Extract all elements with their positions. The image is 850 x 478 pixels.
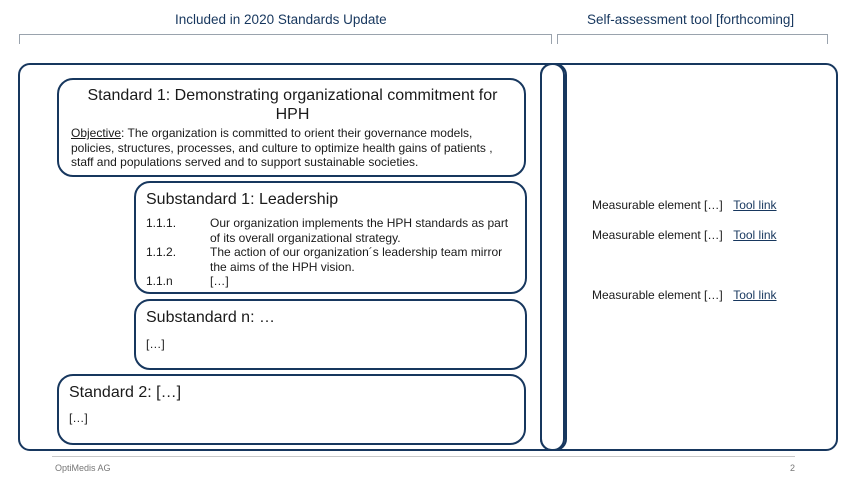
item-text: Our organization implements the HPH standards as part of its overall organizational strategy. [210,216,509,245]
footer-rule [52,456,795,457]
substandard-n-title: Substandard n: … [146,309,275,326]
item-number: 1.1.n [146,274,173,288]
measurable-element-label: Measurable element […] [592,198,723,212]
list-item [146,274,515,289]
substandard-1-items [146,216,515,289]
list-item [146,216,515,245]
list-item [146,245,515,274]
page-number: 2 [790,463,796,473]
measurable-element-row [592,196,777,214]
measurable-element-row [592,226,777,244]
standard-2-box [57,374,526,445]
self-assessment-frame [540,63,838,451]
measurable-element-label: Measurable element […] [592,288,723,302]
tool-link[interactable]: Tool link [733,198,777,212]
standard-1-objective [71,126,514,170]
item-text: The action of our organization´s leadership team mirror the aims of the HPH vision. [210,245,503,274]
objective-label: Objective [71,126,122,140]
measurable-element-row [592,286,777,304]
substandard-1-box [134,181,527,294]
self-assessment-header: Self-assessment tool [forthcoming] [587,12,795,27]
item-number: 1.1.2. [146,245,177,259]
substandard-1-title: Substandard 1: Leadership [146,191,339,208]
left-bracket [19,34,552,44]
included-header: Included in 2020 Standards Update [175,12,387,27]
substandard-n-body: […] [146,337,165,351]
measurable-element-label: Measurable element […] [592,228,723,242]
item-text: […] [210,274,229,288]
tool-link[interactable]: Tool link [733,288,777,302]
footer-company: OptiMedis AG [55,463,111,473]
right-bracket [557,34,828,44]
item-number: 1.1.1. [146,216,177,230]
standard-2-title: Standard 2: […] [69,384,182,401]
tool-link[interactable]: Tool link [733,228,777,242]
standard-1-title: Standard 1: Demonstrating organizational commitment for HPH [87,87,498,123]
standard-1-box [57,78,526,177]
substandard-n-box [134,299,527,370]
standard-2-body: […] [69,411,88,425]
divider-column [540,63,567,451]
objective-text: : The organization is committed to orient their governance models, policies, structures, processes, and culture to optimize health gains of patients , staff and populations served and to support sustainable societies. [71,126,493,169]
